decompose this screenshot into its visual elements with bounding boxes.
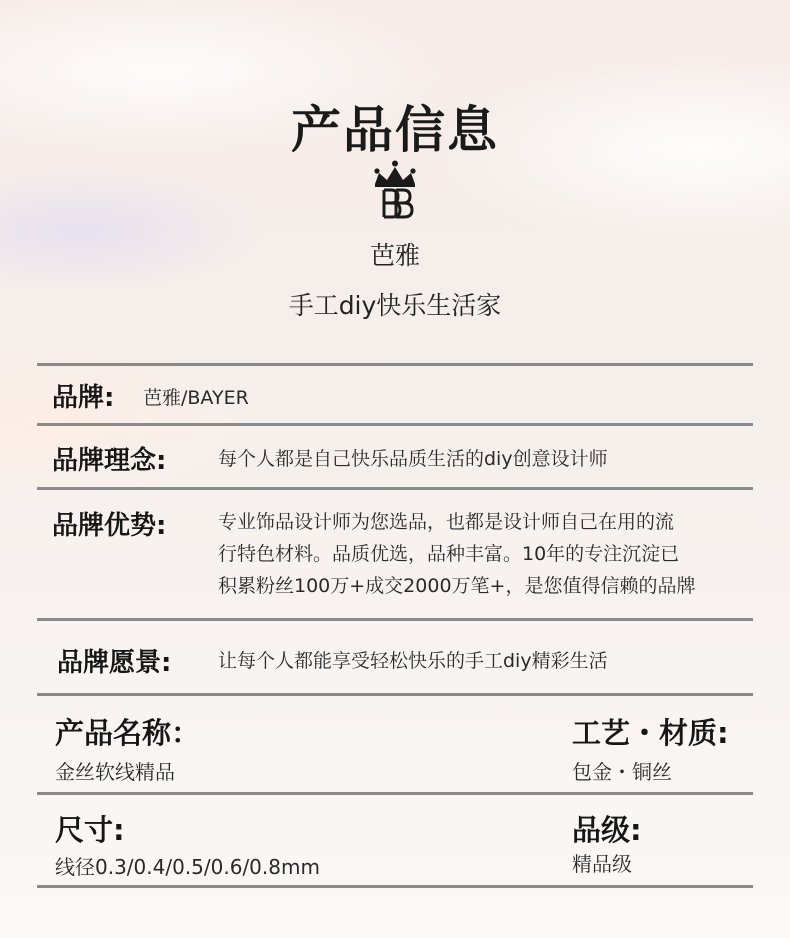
brand-advantage-line: 行特色材料。品质优选，品种丰富。10年的专注沉淀已	[218, 543, 680, 565]
product-name-label: 产品名称：	[55, 716, 201, 750]
divider	[37, 487, 753, 490]
brand-philosophy-label: 品牌理念:	[52, 446, 167, 476]
divider	[37, 363, 753, 366]
grade-value: 精品级	[572, 852, 632, 876]
brand-advantage-label: 品牌优势:	[52, 511, 167, 541]
grade-label: 品级:	[572, 813, 642, 847]
brand-value: 芭雅/BAYER	[143, 387, 249, 409]
product-name-value: 金丝软线精品	[55, 760, 175, 784]
brand-philosophy-value: 每个人都是自己快乐品质生活的diy创意设计师	[218, 448, 608, 470]
divider	[37, 618, 753, 621]
divider	[37, 693, 753, 696]
brand-slogan: 手工diy快乐生活家	[288, 291, 502, 320]
brand-vision-label: 品牌愿景:	[57, 648, 172, 678]
brand-advantage-line: 专业饰品设计师为您选品，也都是设计师自己在用的流	[218, 511, 675, 533]
size-label: 尺寸:	[55, 813, 125, 847]
brand-label: 品牌:	[52, 383, 115, 413]
size-value: 线径0.3/0.4/0.5/0.6/0.8mm	[55, 855, 320, 879]
page-title: 产品信息	[291, 101, 499, 159]
craft-material-value: 包金・铜丝	[572, 760, 672, 784]
craft-material-label: 工艺・材质:	[572, 716, 729, 750]
brand-advantage-line: 积累粉丝100万+成交2000万笔+，是您值得信赖的品牌	[218, 575, 696, 597]
crown-logo-icon	[365, 160, 425, 220]
divider	[37, 423, 753, 426]
divider	[37, 885, 753, 888]
divider	[37, 792, 753, 795]
brand-vision-value: 让每个人都能享受轻松快乐的手工diy精彩生活	[218, 650, 608, 672]
brand-name: 芭雅	[369, 241, 420, 270]
